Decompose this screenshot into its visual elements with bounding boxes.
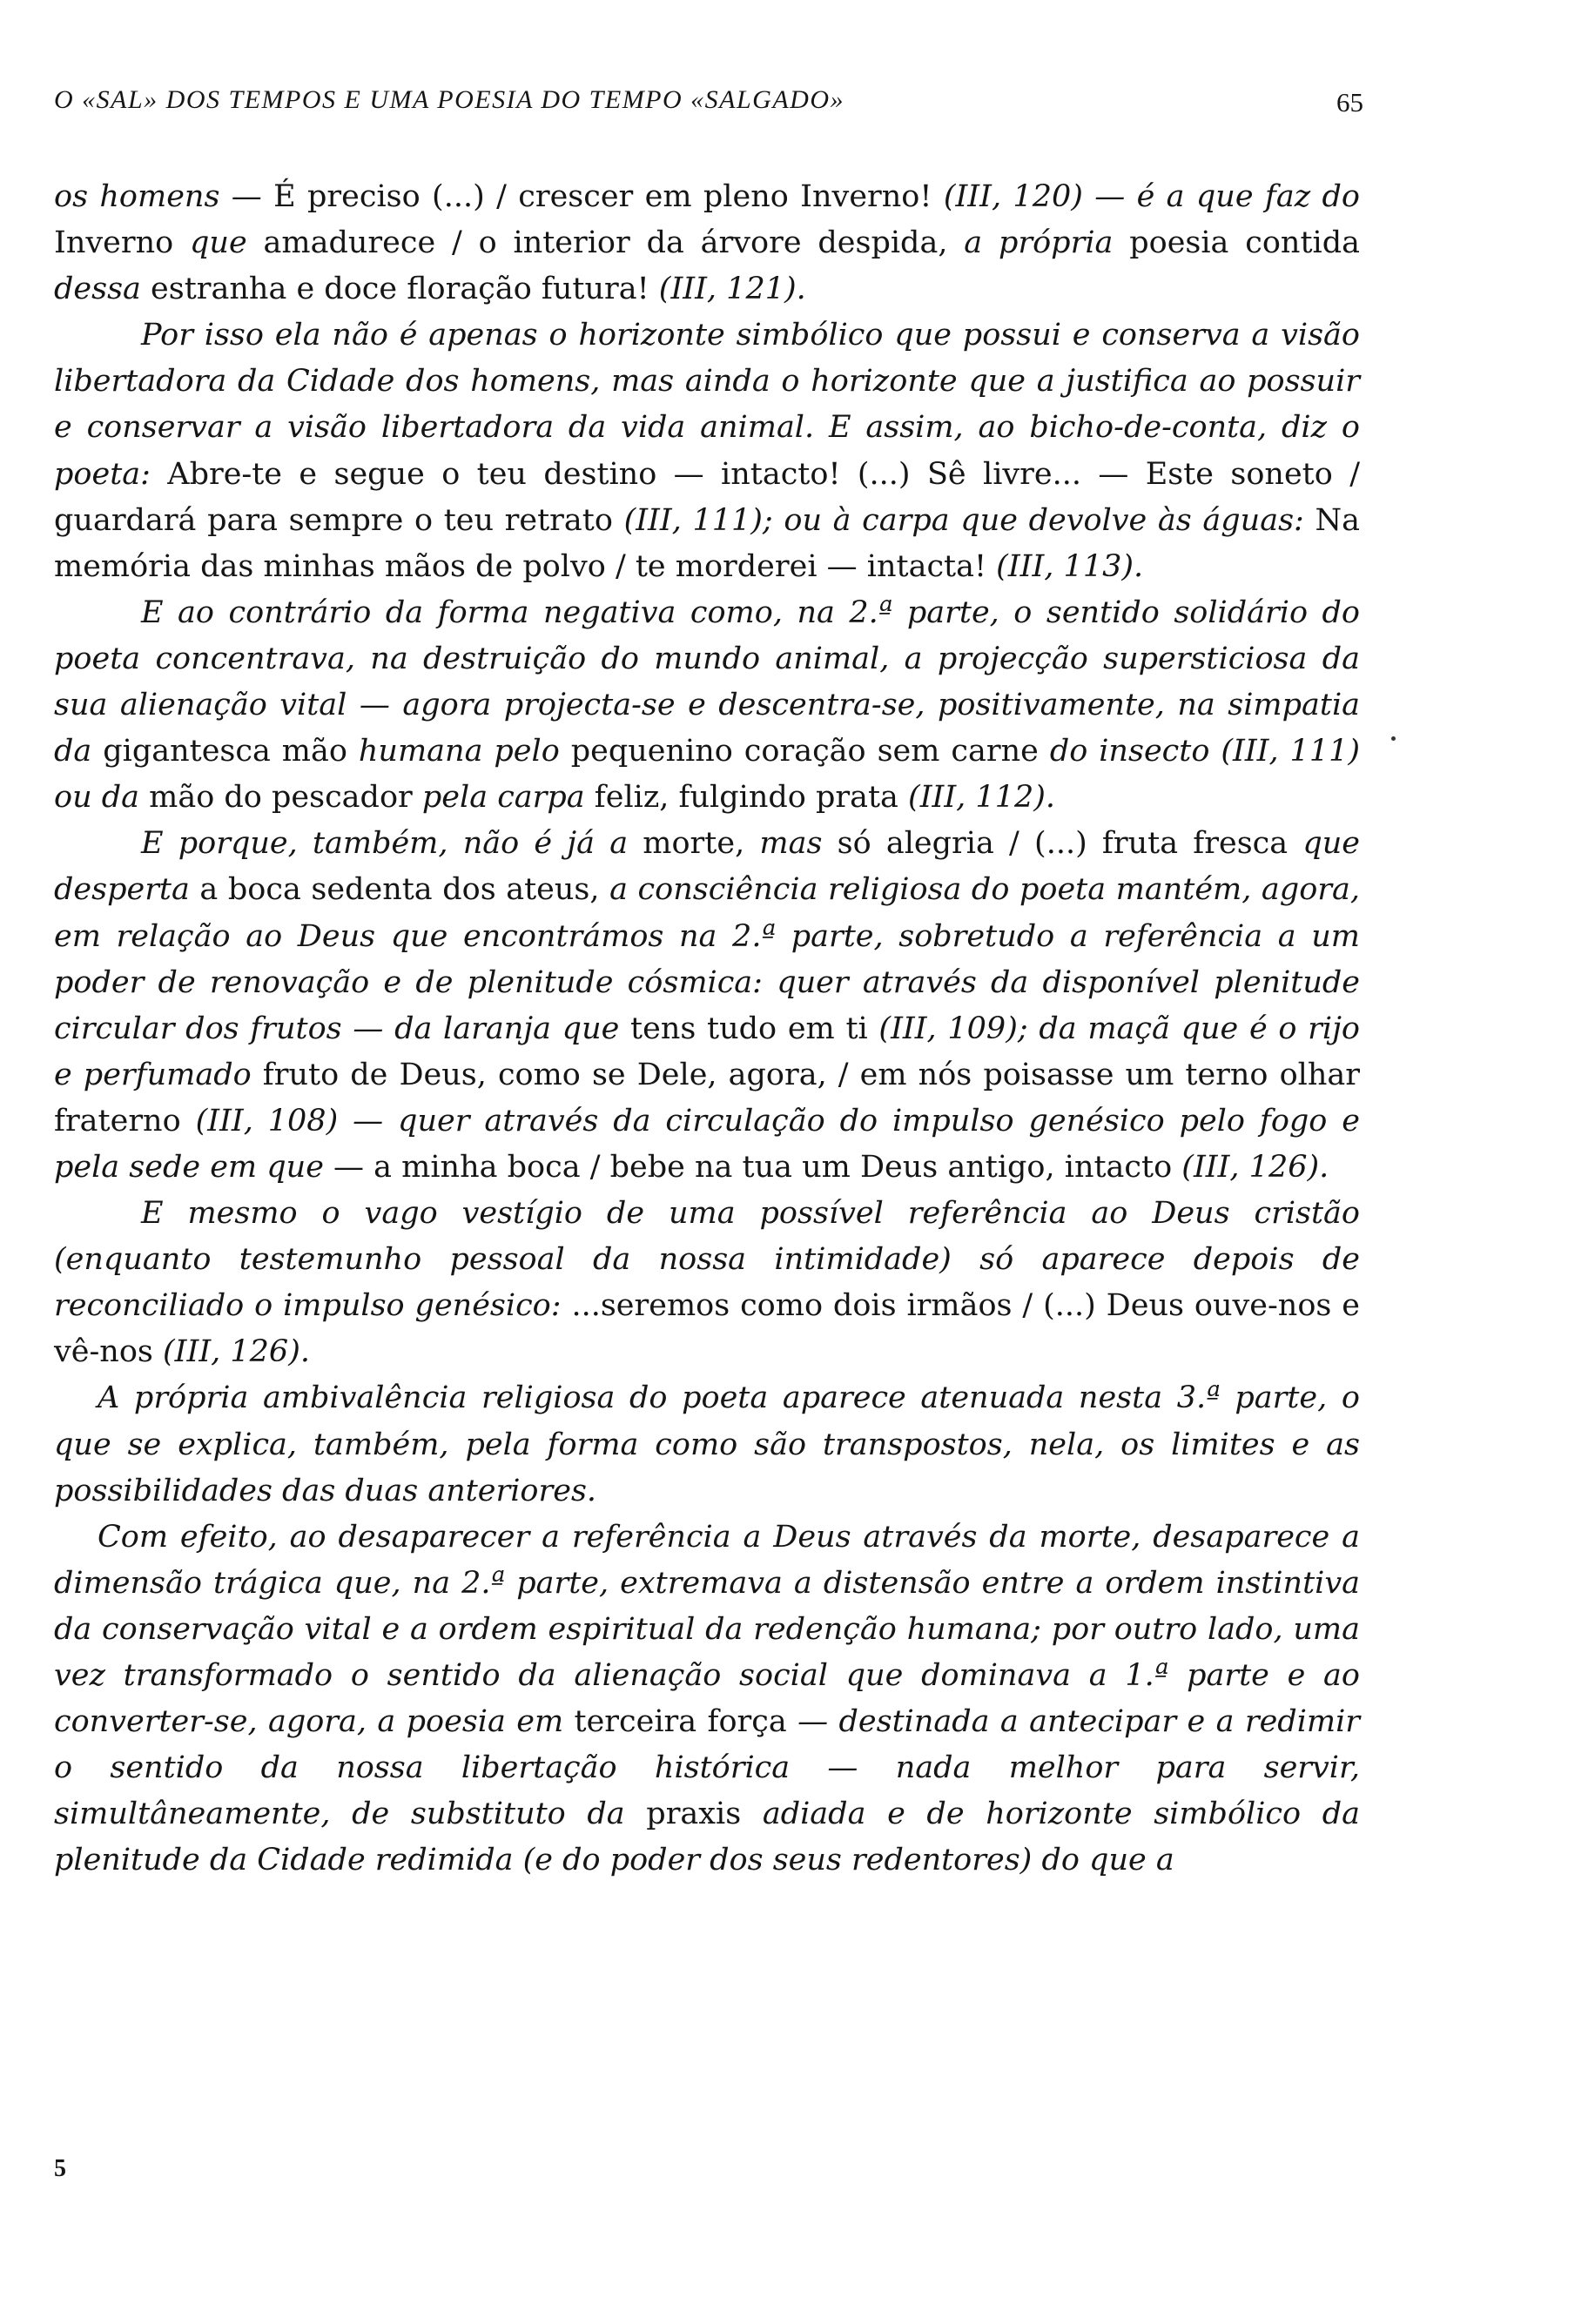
text-run: poesia contida (1113, 225, 1360, 261)
text-run: ...seremos como dois irmãos / (...) Deus ouve-nos e vê-nos (54, 1288, 1360, 1370)
italic-run: (III, 112). (908, 780, 1056, 816)
paragraph (54, 821, 1360, 1191)
italic-run: (III, 111); ou à carpa que devolve às águas: (623, 502, 1304, 538)
italic-run: adiada e de horizonte simbólico da plenitude da Cidade redimida (e do poder dos seus redentores) do que a (54, 1797, 1360, 1878)
italic-run: humana pelo (358, 734, 560, 769)
paragraph (54, 590, 1360, 821)
italic-run: (III, 121). (658, 272, 806, 307)
paragraph (54, 1515, 1360, 1884)
text-run: amadurece / o interior da árvore despida, (246, 225, 965, 261)
text-run: terceira força (563, 1704, 798, 1740)
italic-run: E porque, também, não é já a (141, 826, 629, 862)
italic-run: a própria (964, 225, 1114, 261)
paragraph (54, 1375, 1360, 1514)
text-run: só alegria / (...) fruta fresca (822, 826, 1303, 862)
italic-run: Por isso ela não é apenas o horizonte simbólico que possui e conserva a visão libertadora da Cidade dos homens, mas ainda o horizonte que a justifica ao possuir e conservar a visão libertadora da vida animal. E assim, ao bicho-de-conta, diz o poeta: (54, 318, 1360, 492)
italic-run: dessa (54, 272, 141, 307)
paragraph (54, 174, 1360, 312)
italic-run: E ao contrário da forma negativa como, na 2.ª parte, o sentido solidário do poeta concentrava, na destruição do mundo animal, a projecção supersticiosa da sua alienação vital — agora projecta-se e descentra-se, positivamente, na simpatia da (54, 594, 1360, 769)
italic-run: (III, 126). (163, 1334, 310, 1370)
italic-run: pela carpa (421, 780, 585, 816)
text-run: Inverno (54, 225, 191, 261)
italic-run: E mesmo o vago vestígio de uma possível referência ao Deus cristão (enquanto testemunho pessoal da nossa intimidade) só aparece depois de reconciliado o impulso genésico: (54, 1196, 1360, 1324)
text-run: — a minha boca / bebe na tua um Deus antigo, intacto (323, 1149, 1182, 1185)
text-run: praxis (624, 1797, 763, 1832)
text-run: feliz, fulgindo prata (584, 780, 909, 816)
italic-run: do insecto (III, 111) ou da (54, 734, 1361, 816)
italic-run: a consciência religiosa do poeta mantém, agora, em relação ao Deus que encontrámos na 2.ª parte, sobretudo a referência a um poder de renovação e de plenitude cósmica: quer através da disponível plenitude circular dos frutos — da laranja que (54, 872, 1360, 1046)
text-run: a boca sedenta dos ateus, (189, 872, 610, 908)
page-number: 65 (1336, 87, 1363, 118)
body-text (54, 174, 1360, 1884)
text-run: tens tudo em ti (619, 1011, 879, 1046)
text-run: — É preciso (...) / crescer em pleno Inverno! (219, 179, 944, 214)
text-run: mão do pescador (139, 780, 422, 816)
print-speck (1391, 736, 1396, 741)
italic-run: — destinada a antecipar e a redimir o sentido da nossa libertação histórica — nada melhor para servir, simultâneamente, de substituto da (54, 1704, 1361, 1832)
italic-run: (III, 126). (1181, 1149, 1329, 1185)
italic-run: Com efeito, ao desaparecer a referência a Deus através da morte, desaparece a dimensão trágica que, na 2.ª parte, extremava a distensão entre a ordem instintiva da conservação vital e a ordem espiritual da redenção humana; por outro lado, uma vez transformado o sentido da alienação social que dominava a 1.ª parte e ao converter-se, agora, a poesia em (54, 1519, 1360, 1740)
text-run: morte, (628, 826, 760, 862)
italic-run: (III, 120) — é a que faz do (943, 179, 1360, 214)
italic-run: (III, 108) — quer através da circulação do impulso genésico pelo fogo e pela sede em que (54, 1103, 1360, 1185)
paragraph (54, 312, 1360, 590)
text-run: estranha e doce floração futura! (140, 272, 659, 307)
italic-run: mas (759, 826, 823, 862)
signature-mark: 5 (54, 2155, 66, 2182)
italic-run: que desperta (54, 826, 1360, 908)
italic-run: (III, 109); da maçã que é o rijo e perfumado (54, 1011, 1360, 1092)
italic-run: (III, 113). (996, 548, 1144, 584)
italic-run: que (190, 225, 247, 261)
paragraph (54, 1191, 1360, 1375)
text-run: gigantesca mão (91, 734, 359, 769)
text-run: Na memória das minhas mãos de polvo / te morderei — intacta! (54, 502, 1360, 584)
italic-run: A própria ambivalência religiosa do poeta aparece atenuada nesta 3.ª parte, o que se explica, também, pela forma como são transpostos, nela, os limites e as possibilidades das duas anteriores. (54, 1380, 1360, 1508)
italic-run: os homens (54, 179, 220, 214)
text-run: Abre-te e segue o teu destino — intacto! (...) Sê livre... — Este soneto / guardará para sempre o teu retrato (54, 456, 1360, 538)
text-run: fruto de Deus, como se Dele, agora, / em nós poisasse um terno olhar fraterno (54, 1057, 1361, 1138)
running-header: O «SAL» DOS TEMPOS E UMA POESIA DO TEMPO «SALGADO» (54, 85, 844, 114)
text-run: pequenino coração sem carne (559, 734, 1050, 769)
